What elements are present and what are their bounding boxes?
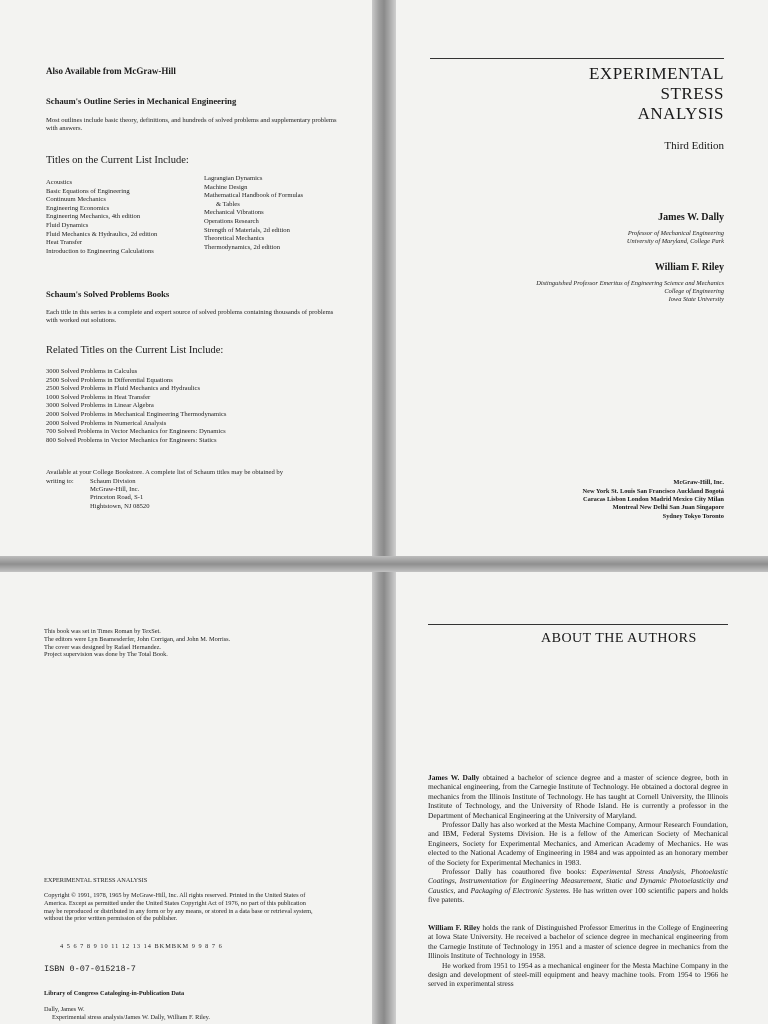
outline-series-heading: Schaum's Outline Series in Mechanical Engineering	[46, 96, 237, 106]
affiliation-line: Distinguished Professor Emeritus of Engineering Science and Mechanics	[536, 280, 724, 287]
title-line: ANALYSIS	[637, 104, 724, 123]
bio-text: He has written over 100 scientific papers and holds five patents.	[428, 885, 728, 905]
list-item: 700 Solved Problems in Vector Mechanics for Engineers: Dynamics	[46, 428, 226, 436]
list-item: Heat Transfer	[46, 239, 83, 247]
credit-line: Project supervision was done by The Total Book.	[44, 651, 168, 659]
list-item: & Tables	[216, 200, 240, 208]
list-item: 1000 Solved Problems in Heat Transfer	[46, 393, 151, 401]
writing-to-label: writing to:	[46, 478, 74, 485]
mailing-address	[90, 478, 150, 511]
bio-paragraph: Professor Dally has also worked at the Mesta Machine Company, Armour Research Foundation, and IBM, Federal Systems Division. He is a fellow of the American Society of Mechanical Engineers, Society for Experimental Mechanics, and American Academy of Mechanics. He was elected to the National Academy of Engineering in 1984 and was appointed as an honorary member of the Society for Experimental Mechanics in 1983.	[428, 820, 728, 867]
titles-list-left	[46, 179, 157, 256]
affiliation-line: College of Engineering	[664, 288, 724, 295]
list-item: Engineering Economics	[46, 204, 110, 212]
list-item: 2000 Solved Problems in Mechanical Engineering Thermodynamics	[46, 410, 227, 418]
cities-line: New York St. Louis San Francisco Auckland Bogotá	[582, 488, 724, 495]
cip-heading: Library of Congress Cataloging-in-Publication Data	[44, 990, 185, 997]
solved-problems-description: Each title in this series is a complete and expert source of solved problems containing thousands of problems with worked out solutions.	[46, 309, 334, 325]
credit-line: The editors were Lyn Beamesderfer, John Corrigan, and John M. Morriss.	[44, 635, 231, 643]
book-title	[589, 64, 724, 124]
cities-line: Sydney Tokyo Toronto	[662, 512, 724, 520]
credit-line: The cover was designed by Rafael Hernandez.	[44, 643, 161, 651]
bio-text: obtained a bachelor of science degree and a master of science degree, both in mechanical engineering, from the Carnegie Institute of Technology. He obtained a doctoral degree in mechanics from the Illinois Institute of Technology. He has taught at Cornell University, the Illinois Institute of Technology, and the University of Rhode Island. He is currently a professor in the Department of Mechanical Engineering at the University of Maryland.	[428, 773, 728, 820]
list-item: Operations Research	[204, 217, 259, 225]
bio-book-titles: Packaging of Electronic Systems.	[470, 885, 571, 895]
bio-paragraph: He worked from 1951 to 1954 as a mechanical engineer for the Mesta Machine Company in the design and development of steel-mill equipment and heavy machine tools. From 1954 to 1966 he served in experimental stress	[428, 960, 728, 989]
list-item: Engineering Mechanics, 4th edition	[46, 213, 141, 221]
list-item: 2500 Solved Problems in Fluid Mechanics and Hydraulics	[46, 385, 201, 393]
bio-dally	[428, 773, 728, 905]
title-line: EXPERIMENTAL	[589, 64, 724, 83]
bio-paragraph	[428, 923, 728, 961]
cities-line: Caracas Lisbon London Madrid Mexico City Milan	[583, 496, 724, 504]
list-item: 2000 Solved Problems in Numerical Analysis	[46, 419, 167, 427]
affiliation-line: Iowa State University	[668, 296, 724, 303]
solved-problems-heading: Schaum's Solved Problems Books	[46, 289, 170, 299]
title-line: STRESS	[660, 84, 724, 103]
author-dally: James W. Dally	[658, 212, 724, 223]
publisher-name: McGraw-Hill, Inc.	[673, 479, 724, 486]
list-item: Fluid Dynamics	[46, 221, 89, 229]
production-credits	[44, 628, 230, 659]
list-item: Basic Equations of Engineering	[46, 187, 130, 195]
author-dally-affiliation	[627, 230, 724, 246]
list-item: 3000 Solved Problems in Linear Algebra	[46, 402, 154, 410]
cip-line: Experimental stress analysis/James W. Dally, William F. Riley.	[52, 1013, 210, 1021]
list-item: 800 Solved Problems in Vector Mechanics for Engineers: Statics	[46, 436, 217, 444]
related-titles-heading: Related Titles on the Current List Include:	[46, 345, 224, 356]
affiliation-line: University of Maryland, College Park	[626, 238, 724, 245]
list-item: Lagrangian Dynamics	[204, 175, 263, 182]
bio-text: and	[455, 885, 471, 895]
bio-paragraph	[428, 867, 728, 905]
bio-name: James W. Dally	[428, 773, 480, 782]
author-riley-affiliation	[536, 280, 724, 304]
page-about-authors	[396, 572, 768, 1024]
credit-line: This book was set in Times Roman by TexSet.	[44, 628, 161, 635]
availability-note: Available at your College Bookstore. A complete list of Schaum titles may be obtained by	[46, 469, 284, 476]
copyright-notice: Copyright © 1991, 1978, 1965 by McGraw-Hill, Inc. All rights reserved. Printed in the United States of America. Except as permitted under the United States Copyright Act of 1976, no part of this publication may be reproduced or distributed in any form or by any means, or stored in a data base or retrieval system, without the prior written permission of the publisher.	[44, 892, 313, 923]
titles-heading: Titles on the Current List Include:	[46, 155, 189, 166]
cip-line: Dally, James W.	[44, 1006, 85, 1013]
address-line: Princeton Road, S-1	[90, 494, 144, 502]
page-title-page	[396, 0, 768, 556]
bio-book-titles: Experimental Stress Analysis, Photoelastic Coatings, Instrumentation for Engineering Measurement, Static and Dynamic Photoelasticity and Caustics,	[428, 867, 728, 895]
related-titles-list	[46, 368, 226, 445]
about-rule	[428, 624, 728, 625]
page-copyright	[0, 572, 372, 1024]
page-separator	[0, 556, 768, 572]
address-line: McGraw-Hill, Inc.	[90, 486, 140, 494]
book-gutter	[372, 0, 396, 1024]
list-item: Fluid Mechanics & Hydraulics, 2d edition	[46, 230, 158, 238]
bio-paragraph	[428, 773, 728, 820]
bio-riley	[428, 923, 728, 989]
publisher-cities	[583, 488, 724, 521]
about-authors-title: ABOUT THE AUTHORS	[541, 631, 697, 646]
list-item: Mathematical Handbook of Formulas	[204, 192, 304, 200]
bio-text: Professor Dally has coauthored five books:	[442, 867, 592, 877]
isbn: ISBN 0-07-015218-7	[44, 964, 136, 974]
copyright-book-title: EXPERIMENTAL STRESS ANALYSIS	[44, 877, 148, 884]
title-rule	[430, 58, 724, 59]
list-item: 3000 Solved Problems in Calculus	[46, 368, 138, 375]
list-item: Thermodynamics, 2d edition	[204, 243, 280, 251]
list-item: Machine Design	[204, 183, 248, 191]
outline-series-description: Most outlines include basic theory, definitions, and hundreds of solved problems and supplementary problems with answers.	[46, 117, 337, 133]
bio-text: holds the rank of Distinguished Professor Emeritus in the College of Engineering at Iowa State University. He received a bachelor of science degree in mechanical engineering from the Carnegie Institute of Technology in 1951 and a master of science degree in mechanics from the Illinois Institute of Technology in 1958.	[428, 923, 728, 961]
bio-name: William F. Riley	[428, 923, 481, 932]
cip-data	[44, 1006, 210, 1022]
list-item: Continuum Mechanics	[46, 196, 106, 204]
list-item: Strength of Materials, 2d edition	[204, 226, 290, 234]
print-line: 4 5 6 7 8 9 10 11 12 13 14 BKMBKM 9 9 8 7 6	[60, 943, 223, 950]
list-item: Theoretical Mechanics	[204, 235, 265, 243]
list-item: Introduction to Engineering Calculations	[46, 247, 154, 255]
also-available-heading: Also Available from McGraw-Hill	[46, 66, 176, 76]
edition-label: Third Edition	[664, 140, 724, 152]
address-line: Hightstown, NJ 08520	[90, 502, 150, 510]
list-item: Acoustics	[46, 179, 73, 186]
titles-list-right	[204, 175, 303, 252]
author-riley: William F. Riley	[654, 262, 724, 273]
list-item: 2500 Solved Problems in Differential Equations	[46, 376, 173, 384]
page-also-available	[0, 0, 372, 556]
affiliation-line: Professor of Mechanical Engineering	[627, 230, 724, 237]
list-item: Mechanical Vibrations	[204, 209, 264, 217]
address-line: Schaum Division	[90, 478, 136, 485]
cities-line: Montreal New Delhi San Juan Singapore	[612, 504, 724, 512]
